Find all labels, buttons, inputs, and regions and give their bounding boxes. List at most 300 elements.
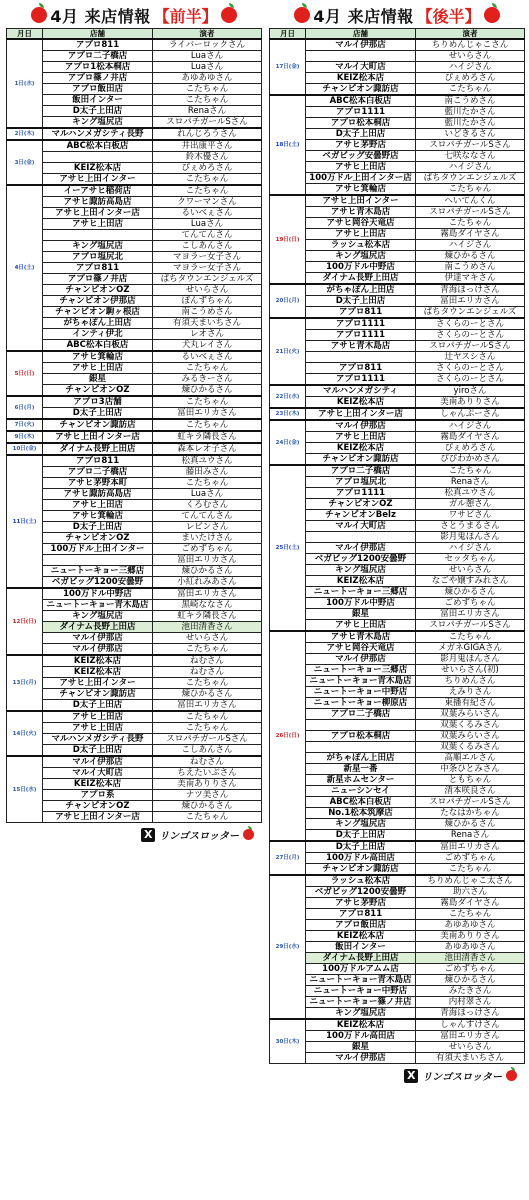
table-row [7,790,262,801]
account-name: リンゴスロッター [422,1072,502,1083]
date-cell: 21日(火) [270,318,306,385]
table-row [7,611,262,622]
performer-cell: ごめずちゃん [416,598,525,609]
store-cell: アサヒ上田店 [43,363,153,374]
store-cell: アプロ二子橋店 [43,467,153,478]
performer-cell: Renaさん [153,106,262,117]
performer-cell: こたちゃん [416,864,525,876]
table-row [7,655,262,667]
performer-cell: こたちゃん [416,218,525,229]
table-row [270,764,525,775]
store-cell: キング塩尻店 [306,251,416,262]
performer-cell: 井出康平さん [153,140,262,152]
performer-cell: 煉ひかるさん [153,801,262,812]
table-row [270,363,525,374]
performer-cell: 冨田エリカさん [153,700,262,712]
date-cell: 5日(日) [7,351,43,396]
date-cell: 14日(火) [7,711,43,756]
performer-cell: 双葉くるみさん [416,742,525,753]
performer-cell: ガル憩さん [416,499,525,510]
store-cell: KEIZ松本店 [43,163,153,174]
table-row [7,140,262,152]
table-row [270,942,525,953]
table-row [7,588,262,600]
store-cell [43,230,153,241]
performer-cell: ねむさん [153,756,262,768]
store-cell: 銀星 [43,374,153,385]
table-row [270,521,525,532]
performer-cell: メガネGIGAさん [416,643,525,654]
store-cell: チャンピオンOZ [43,801,153,812]
store-cell: ニュートーキョー青木島店 [306,975,416,986]
table-row [270,162,525,173]
performer-cell: ごめずちゃん [416,853,525,864]
table-row [270,262,525,273]
store-cell: チャンピオンBelz [306,510,416,521]
date-cell: 27日(月) [270,841,306,875]
table-row [270,477,525,488]
date-group [7,396,262,419]
performer-cell: ぴぇめろさん [416,73,525,84]
date-cell: 2日(木) [7,128,43,140]
store-cell: チャンピオン諏訪店 [306,84,416,96]
store-cell: チャンピオン諏訪店 [306,454,416,466]
table-row [270,1019,525,1031]
table-row [270,374,525,386]
header-performer: 演者 [153,29,262,40]
performer-cell: 煉ひかるさん [416,819,525,830]
table-row [7,745,262,757]
store-cell: ABC松本白板店 [306,95,416,107]
table-row [7,600,262,611]
table-row [270,698,525,709]
performer-cell: ライバーロックさん [153,39,262,51]
store-cell: マルイ伊那店 [306,543,416,554]
table-row [270,385,525,397]
performer-cell: こたちゃん [416,631,525,643]
table-row [7,801,262,812]
store-cell: アサヒ上田インター [306,195,416,207]
table-row [270,443,525,454]
date-group [270,195,525,284]
date-group [7,140,262,185]
table-row [7,700,262,712]
performer-cell: こたちゃん [153,678,262,689]
performer-cell: Luaさん [153,489,262,500]
table-row [7,329,262,340]
performer-cell: 双葉みらいさん [416,731,525,742]
table-row [270,465,525,477]
table-row [270,107,525,118]
performer-cell: るいべぇさん [153,208,262,219]
table-row [270,975,525,986]
store-cell: 100万ドル高田店 [306,1031,416,1042]
date-group [7,588,262,655]
date-group [7,419,262,431]
performer-cell: 南こうめさん [153,307,262,318]
performer-cell: ちりめんじゃこ太さん [416,875,525,887]
performer-cell: こたちゃん [153,396,262,408]
performer-cell: 中条ひとみさん [416,764,525,775]
store-cell: No.1松本筑摩店 [306,808,416,819]
date-group [270,841,525,875]
store-cell: アサヒ諏訪高島店 [43,197,153,208]
table-row [270,73,525,84]
table-row [7,467,262,478]
date-cell: 30日(木) [270,1019,306,1064]
date-cell: 7日(火) [7,419,43,431]
performer-cell: こたちゃん [153,95,262,106]
table-row [7,73,262,84]
date-group [270,39,525,95]
performer-cell: 内村翠さん [416,997,525,1008]
store-cell: マルイ伊那店 [306,39,416,51]
store-cell: アサヒ上田インター店 [43,208,153,219]
table-row [7,318,262,329]
store-cell: D太子上田店 [306,830,416,842]
performer-cell: ハイジさん [416,62,525,73]
date-group [7,756,262,823]
store-cell: チャンピオン諏訪店 [43,419,153,431]
date-cell: 10日(金) [7,443,43,455]
table-row [270,909,525,920]
table-row [270,240,525,251]
table-row [270,1031,525,1042]
store-cell: アサヒ上田店 [306,432,416,443]
table-row [7,455,262,467]
table-row [7,274,262,285]
table-row [270,296,525,307]
table-row [270,62,525,73]
table-row [7,756,262,768]
store-cell: アプロ二子橋店 [306,709,416,720]
performer-cell: あゆあゆさん [416,920,525,931]
table-row [7,241,262,252]
table-row [270,510,525,521]
footer-credit [269,1068,525,1083]
table-row [7,396,262,408]
store-cell: キング塩尻店 [43,241,153,252]
performer-cell: 池田清香さん [416,953,525,964]
store-cell: アサヒ上田店 [306,162,416,173]
store-cell: アプロ1111 [306,488,416,499]
table-row [270,408,525,420]
store-cell: アプロ系 [43,790,153,801]
performer-cell: ともちゃん [416,775,525,786]
performer-cell: スロパチガールSさん [153,117,262,129]
store-cell: 100万ドルアムム店 [306,964,416,975]
performer-cell: ワサビさん [416,510,525,521]
store-cell: ニュートーキョー青木島店 [43,600,153,611]
table-row [7,51,262,62]
store-cell: KEIZ松本店 [306,73,416,84]
store-cell: アプロ1111 [306,318,416,330]
table-row [270,195,525,207]
date-group [270,420,525,465]
performer-cell: 冨田エリカさん [416,609,525,620]
store-cell: アプロ1111 [306,107,416,118]
performer-cell: こたちゃん [416,184,525,196]
table-row [270,251,525,262]
table-row [7,307,262,318]
table-row [270,875,525,887]
first-half-header [6,2,262,28]
table-row [7,431,262,443]
date-cell: 12日(日) [7,588,43,655]
store-cell: チャンピオンOZ [43,533,153,544]
store-cell: インティ伊北 [43,329,153,340]
table-row [270,318,525,330]
performer-cell: ちえたいぶさん [153,768,262,779]
table-row [270,95,525,107]
performer-cell: いどきるさん [416,129,525,140]
performer-cell: 双葉くるみさん [416,720,525,731]
table-row [7,522,262,533]
store-cell: 100万ドル高田店 [306,853,416,864]
performer-cell: てんてんさん [153,511,262,522]
store-cell: D太子上田店 [43,106,153,117]
store-cell: アサヒ茅野店 [306,898,416,909]
table-row [270,218,525,229]
store-cell: アサヒ茅野店 [306,140,416,151]
store-cell: D太子上田店 [306,841,416,853]
table-row [270,554,525,565]
schedule-second-half [269,2,525,1083]
table-row [270,341,525,352]
date-group [270,284,525,318]
performer-cell: しゃんすけさん [416,1019,525,1031]
performer-cell: てんてんさん [153,230,262,241]
table-row [270,953,525,964]
date-cell: 3日(金) [7,140,43,185]
date-cell: 4日(土) [7,185,43,351]
store-cell: アサヒ青木島店 [306,207,416,218]
header-title: 4月 来店情報 [50,6,151,26]
performer-cell: へいてんくん [416,195,525,207]
table-row [7,419,262,431]
table-row [270,643,525,654]
second-half-header [269,2,525,28]
performer-cell: せいらさん [153,285,262,296]
performer-cell: さくらのーとさん [416,374,525,386]
table-row [7,644,262,656]
store-cell: KEIZ松本店 [306,1019,416,1031]
table-row [7,689,262,700]
performer-cell: せいらさん [416,565,525,576]
table-header-row [270,29,525,40]
store-cell [306,51,416,62]
performer-cell: みるきーさん [153,374,262,385]
store-cell: ニューシンセイ [306,786,416,797]
store-cell: チャンピオン諏訪店 [43,689,153,700]
store-cell: アプロ811 [306,363,416,374]
table-row [270,207,525,218]
table-row [270,229,525,240]
table-row [270,830,525,842]
store-cell: がちゃぽん上田店 [306,284,416,296]
store-cell: KEIZ松本店 [306,576,416,587]
table-row [7,667,262,678]
table-row [270,284,525,296]
performer-cell: 霧島ダイヤさん [416,432,525,443]
performer-cell: 有須天まいちさん [416,1053,525,1064]
performer-cell: 伊達マキさん [416,273,525,285]
store-cell: マルイ大町店 [43,768,153,779]
header-date: 月日 [270,29,306,40]
date-group [7,711,262,756]
performer-cell: クワーマンさん [153,197,262,208]
store-cell: アサヒ上田インター [43,174,153,186]
performer-cell: こたちゃん [153,644,262,656]
x-logo-icon: X [141,828,155,842]
performer-cell: 高順エルさん [416,753,525,764]
table-row [7,678,262,689]
performer-cell: くろむさん [153,500,262,511]
table-row [7,385,262,397]
performer-cell: ぴぴわかめさん [416,454,525,466]
date-cell: 9日(木) [7,431,43,443]
table-row [270,565,525,576]
store-cell: アサヒ上田店 [306,229,416,240]
store-cell: ダイナム長野上田店 [306,953,416,964]
performer-cell: ハイジさん [416,543,525,554]
date-cell: 17日(金) [270,39,306,95]
date-group [270,1019,525,1064]
table-row [7,566,262,577]
performer-cell: Renaさん [416,830,525,842]
store-cell: アサヒ上田店 [43,723,153,734]
performer-cell: 煉ひかるさん [416,587,525,598]
table-row [270,609,525,620]
performer-cell: ハイジさん [416,240,525,251]
performer-cell: 美南ありりさん [153,779,262,790]
store-cell: マルイ伊那店 [43,633,153,644]
table-row [7,252,262,263]
schedule-table [269,28,525,1064]
store-cell: アプロ3店舗 [43,396,153,408]
table-row [270,687,525,698]
store-cell: アサヒ茅野本町 [43,478,153,489]
store-cell: アサヒ上田店 [43,219,153,230]
store-cell: アプロ篠ノ井店 [43,274,153,285]
date-group [7,351,262,396]
table-row [270,731,525,742]
performer-cell: スロパチガールSさん [153,734,262,745]
store-cell: チャンピオンOZ [43,285,153,296]
store-cell: ニュートーキョー柳原店 [306,698,416,709]
table-row [7,723,262,734]
table-row [7,152,262,163]
date-group [7,431,262,443]
performer-cell: こしあんさん [153,745,262,757]
performer-cell: 美南ありりさん [416,397,525,409]
table-row [270,273,525,285]
performer-cell: ごめずちゃん [153,544,262,555]
store-cell: ベガビッグ1200安曇野 [306,554,416,565]
table-row [7,163,262,174]
table-row [7,622,262,633]
header-half-label: 【後半】 [416,6,481,26]
performer-cell: スロパチガールSさん [416,207,525,218]
performer-cell: 双葉みらいさん [416,709,525,720]
store-cell: ダイナム長野上田店 [306,273,416,285]
date-cell: 19日(日) [270,195,306,284]
table-row [270,576,525,587]
store-cell: 100万ドル上田インター店 [306,173,416,184]
performer-cell: ぽんずちゃん [153,296,262,307]
store-cell: 新星ホムセンター [306,775,416,786]
table-row [7,285,262,296]
performer-cell: あゆあゆさん [416,942,525,953]
performer-cell: れんじろうさん [153,128,262,140]
table-row [7,106,262,117]
table-row [270,775,525,786]
table-row [270,742,525,753]
store-cell: アサヒ諏訪高島店 [43,489,153,500]
performer-cell: こたちゃん [153,174,262,186]
table-row [270,184,525,196]
table-row [270,352,525,363]
table-row [7,174,262,186]
performer-cell: ちりめんさん [416,676,525,687]
performer-cell: ぱちタウンエンジェルズ [416,173,525,184]
store-cell: アプロ松本桐店 [306,731,416,742]
store-cell: マルハンメガシティ [306,385,416,397]
table-row [270,931,525,942]
table-row [270,598,525,609]
store-cell: ラッシュ松本店 [306,875,416,887]
store-cell: アプロ1111 [306,330,416,341]
table-row [7,39,262,51]
date-cell: 29日(水) [270,875,306,1019]
performer-cell: 霧島ダイヤさん [416,229,525,240]
store-cell: KEIZ松本店 [306,397,416,409]
store-cell: アサヒ上田インター [43,678,153,689]
performer-cell: こたちゃん [153,711,262,723]
store-cell: アサヒ上田店 [43,711,153,723]
performer-cell: 有須天まいちさん [153,318,262,329]
performer-cell: 池田清香さん [153,622,262,633]
date-cell: 20日(月) [270,284,306,318]
performer-cell: さくらのーとさん [416,363,525,374]
store-cell: マルハンメガシティ長野 [43,128,153,140]
table-row [270,420,525,432]
table-row [270,841,525,853]
date-group [7,128,262,140]
store-cell: マルイ伊那店 [43,756,153,768]
date-cell: 25日(土) [270,465,306,631]
table-row [7,511,262,522]
store-cell: アサヒ上田インター店 [43,431,153,443]
table-row [7,185,262,197]
performer-cell: 清本咲良さん [416,786,525,797]
table-row [270,986,525,997]
store-cell: イーアサヒ稲荷店 [43,185,153,197]
date-group [270,385,525,408]
store-cell: マルイ伊那店 [43,644,153,656]
store-cell: ニュートーキョー三郷店 [43,566,153,577]
performer-cell: Luaさん [153,219,262,230]
store-cell: アサヒ箕輪店 [43,351,153,363]
table-row [270,797,525,808]
store-cell: ニュートーキョー篠ノ井店 [306,997,416,1008]
performer-cell: ぴぇめろさん [153,163,262,174]
store-cell [43,555,153,566]
table-row [270,488,525,499]
table-row [7,363,262,374]
performer-cell: レビンさん [153,522,262,533]
performer-cell: 冨田エリカさん [416,841,525,853]
